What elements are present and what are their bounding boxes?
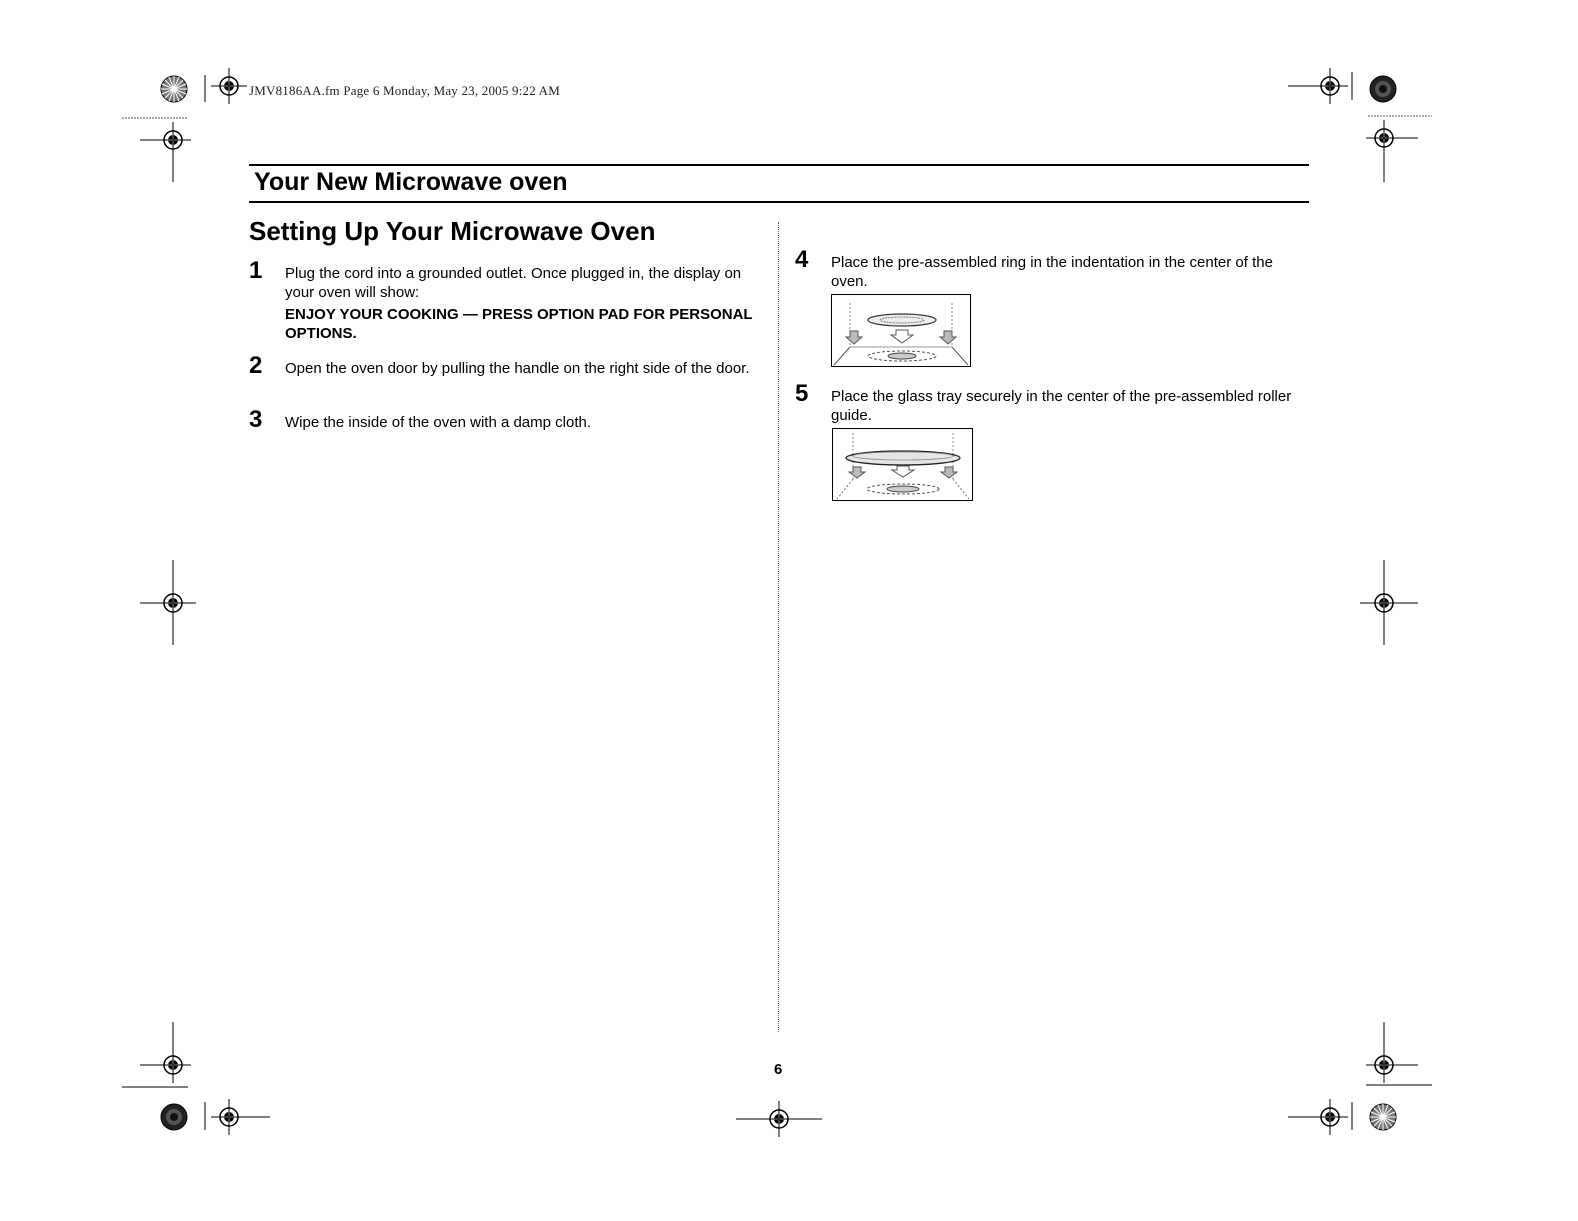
step-body <box>285 413 591 432</box>
ring-placement-illustration <box>831 294 971 367</box>
color-wheel-icon <box>161 1104 187 1130</box>
step-body <box>831 253 1310 291</box>
registration-mark-icon <box>761 1101 797 1137</box>
step-number: 1 <box>249 257 263 284</box>
tray-illustration-graphic <box>833 429 972 500</box>
color-wheel-icon <box>161 76 187 102</box>
color-wheel-icon <box>1370 1104 1396 1130</box>
registration-mark-icon <box>1312 1099 1348 1135</box>
color-wheel-icon <box>1370 76 1396 102</box>
step-number: 4 <box>795 246 809 273</box>
ring-illustration-graphic <box>832 295 970 366</box>
registration-mark-icon <box>1366 585 1402 621</box>
step-number: 3 <box>249 406 263 433</box>
step-text: Wipe the inside of the oven with a damp cloth. <box>285 414 592 431</box>
section-title: Your New Microwave oven <box>254 168 568 196</box>
section-rule-bottom <box>249 201 1309 203</box>
step-body <box>285 359 750 378</box>
page-title: Setting Up Your Microwave Oven <box>249 216 656 246</box>
step-text: Place the glass tray securely in the center of the pre-assembled roller guide. <box>831 388 1292 424</box>
step-text: Open the oven door by pulling the handle on the right side of the door. <box>285 360 750 377</box>
step-number: 5 <box>795 380 809 407</box>
step-text: Plug the cord into a grounded outlet. Once plugged in, the display on your oven will show: <box>285 265 742 301</box>
registration-mark-icon <box>1366 1047 1402 1083</box>
page-number: 6 <box>774 1061 783 1078</box>
step-text: Place the pre-assembled ring in the indentation in the center of the oven. <box>831 254 1273 290</box>
step-body <box>285 264 759 343</box>
file-header: JMV8186AA.fm Page 6 Monday, May 23, 2005 9:22 AM <box>249 83 560 98</box>
registration-mark-icon <box>211 1099 247 1135</box>
step-body <box>831 387 1310 425</box>
column-divider <box>778 222 779 1032</box>
registration-mark-icon <box>155 585 191 621</box>
registration-mark-icon <box>1312 68 1348 104</box>
glass-tray-illustration <box>832 428 973 501</box>
display-message: ENJOY YOUR COOKING — PRESS OPTION PAD FOR PERSONAL OPTIONS. <box>285 306 753 342</box>
registration-mark-icon <box>211 68 247 104</box>
section-rule-top <box>249 164 1309 166</box>
registration-mark-icon <box>155 1047 191 1083</box>
registration-mark-icon <box>155 122 191 158</box>
step-number: 2 <box>249 352 263 379</box>
registration-mark-icon <box>1366 120 1402 156</box>
